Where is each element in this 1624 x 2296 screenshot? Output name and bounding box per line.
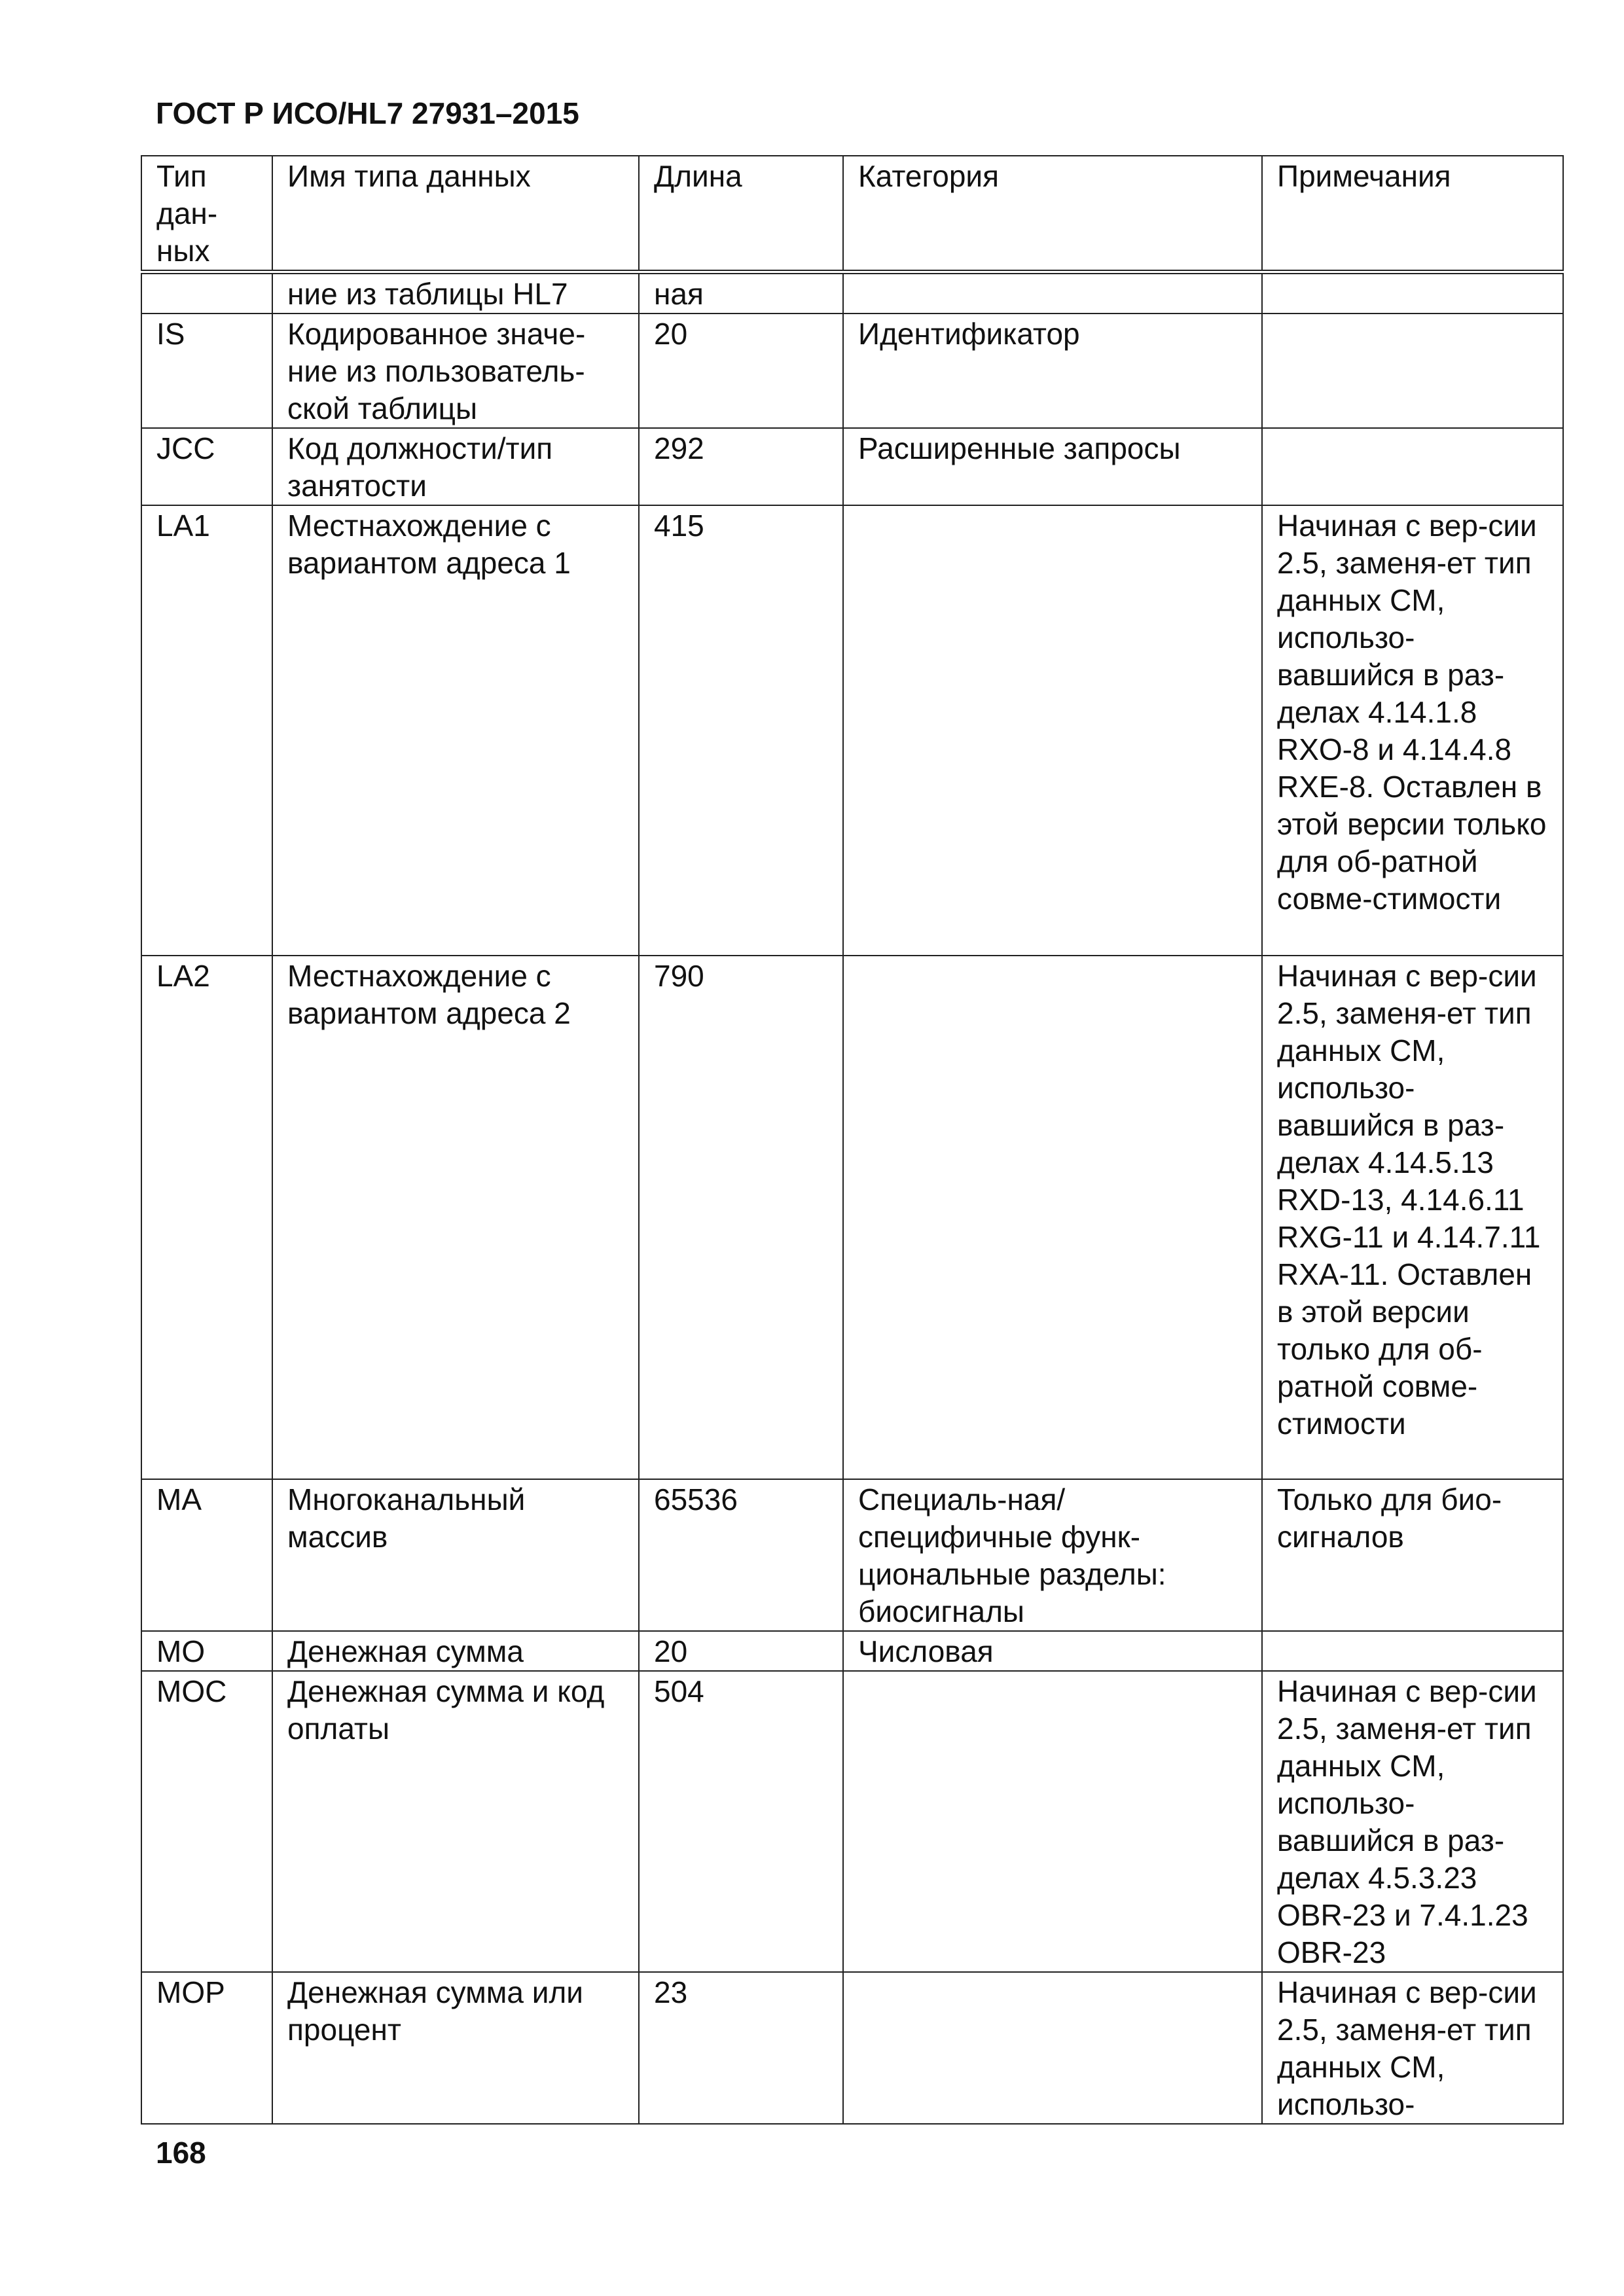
table-row <box>141 272 1563 314</box>
cell-length: 23 <box>639 1972 843 2124</box>
table-header-row <box>141 156 1563 272</box>
cell-name: Код должности/тип занятости <box>272 428 639 505</box>
table-row <box>141 1479 1563 1631</box>
document-title: ГОСТ Р ИСО/HL7 27931–2015 <box>156 96 579 130</box>
cell-length: 20 <box>639 314 843 428</box>
cell-length: 504 <box>639 1671 843 1972</box>
cell-type: MO <box>141 1631 272 1671</box>
cell-notes: Начиная с вер-сии 2.5, заменя-ет тип данных CM, использо-вавшийся в раз-делах 4.5.3.23 OBR-23 и 7.4.1.23 OBR-23 <box>1262 1671 1563 1972</box>
cell-length: 415 <box>639 505 843 956</box>
cell-length: 292 <box>639 428 843 505</box>
cell-notes: Начиная с вер-сии 2.5, заменя-ет тип данных CM, использо-вавшийся в раз-делах 4.14.1.8 RXO-8 и 4.14.4.8 RXE-8. Оставлен в этой версии только для об-ратной совме-стимости <box>1262 505 1563 956</box>
cell-category <box>843 1972 1262 2124</box>
header-type: Тип дан-ных <box>141 156 272 272</box>
cell-category: Специаль-ная/специфичные функ-циональные разделы: биосигналы <box>843 1479 1262 1631</box>
cell-type: LA1 <box>141 505 272 956</box>
cell-name: Местнахождение с вариантом адреса 1 <box>272 505 639 956</box>
cell-notes: Начиная с вер-сии 2.5, заменя-ет тип данных CM, использо- <box>1262 1972 1563 2124</box>
cell-name: Местнахождение с вариантом адреса 2 <box>272 956 639 1479</box>
table-row <box>141 1972 1563 2124</box>
table-row <box>141 956 1563 1479</box>
cell-notes <box>1262 1631 1563 1671</box>
cell-category <box>843 1671 1262 1972</box>
cell-type: IS <box>141 314 272 428</box>
cell-length: 790 <box>639 956 843 1479</box>
cell-type: MOC <box>141 1671 272 1972</box>
cell-category: Числовая <box>843 1631 1262 1671</box>
cell-name: Кодированное значе-ние из пользователь-ской таблицы <box>272 314 639 428</box>
table-row <box>141 1671 1563 1972</box>
cell-type: MA <box>141 1479 272 1631</box>
cell-category: Расширенные запросы <box>843 428 1262 505</box>
cell-type: LA2 <box>141 956 272 1479</box>
table-row <box>141 314 1563 428</box>
cell-name: Денежная сумма или процент <box>272 1972 639 2124</box>
cell-type: MOP <box>141 1972 272 2124</box>
header-length: Длина <box>639 156 843 272</box>
cell-category: Идентификатор <box>843 314 1262 428</box>
header-notes: Примечания <box>1262 156 1563 272</box>
header-category: Категория <box>843 156 1262 272</box>
cell-notes <box>1262 428 1563 505</box>
cell-notes <box>1262 272 1563 314</box>
cell-name: ние из таблицы HL7 <box>272 272 639 314</box>
cell-notes: Только для био-сигналов <box>1262 1479 1563 1631</box>
cell-notes <box>1262 314 1563 428</box>
page-number: 168 <box>156 2136 206 2170</box>
cell-length: ная <box>639 272 843 314</box>
cell-name: Денежная сумма и код оплаты <box>272 1671 639 1972</box>
cell-length: 65536 <box>639 1479 843 1631</box>
cell-category <box>843 272 1262 314</box>
cell-type <box>141 272 272 314</box>
table-row <box>141 1631 1563 1671</box>
cell-category <box>843 956 1262 1479</box>
table-row <box>141 428 1563 505</box>
data-types-table <box>141 155 1564 2125</box>
cell-type: JCC <box>141 428 272 505</box>
cell-name: Многоканальный массив <box>272 1479 639 1631</box>
header-name: Имя типа данных <box>272 156 639 272</box>
cell-name: Денежная сумма <box>272 1631 639 1671</box>
cell-length: 20 <box>639 1631 843 1671</box>
table-row <box>141 505 1563 956</box>
cell-category <box>843 505 1262 956</box>
cell-notes: Начиная с вер-сии 2.5, заменя-ет тип данных CM, использо-вавшийся в раз-делах 4.14.5.13 RXD-13, 4.14.6.11 RXG-11 и 4.14.7.11 RXA-11. Оставлен в этой версии только для об-ратной совме-стимости <box>1262 956 1563 1479</box>
